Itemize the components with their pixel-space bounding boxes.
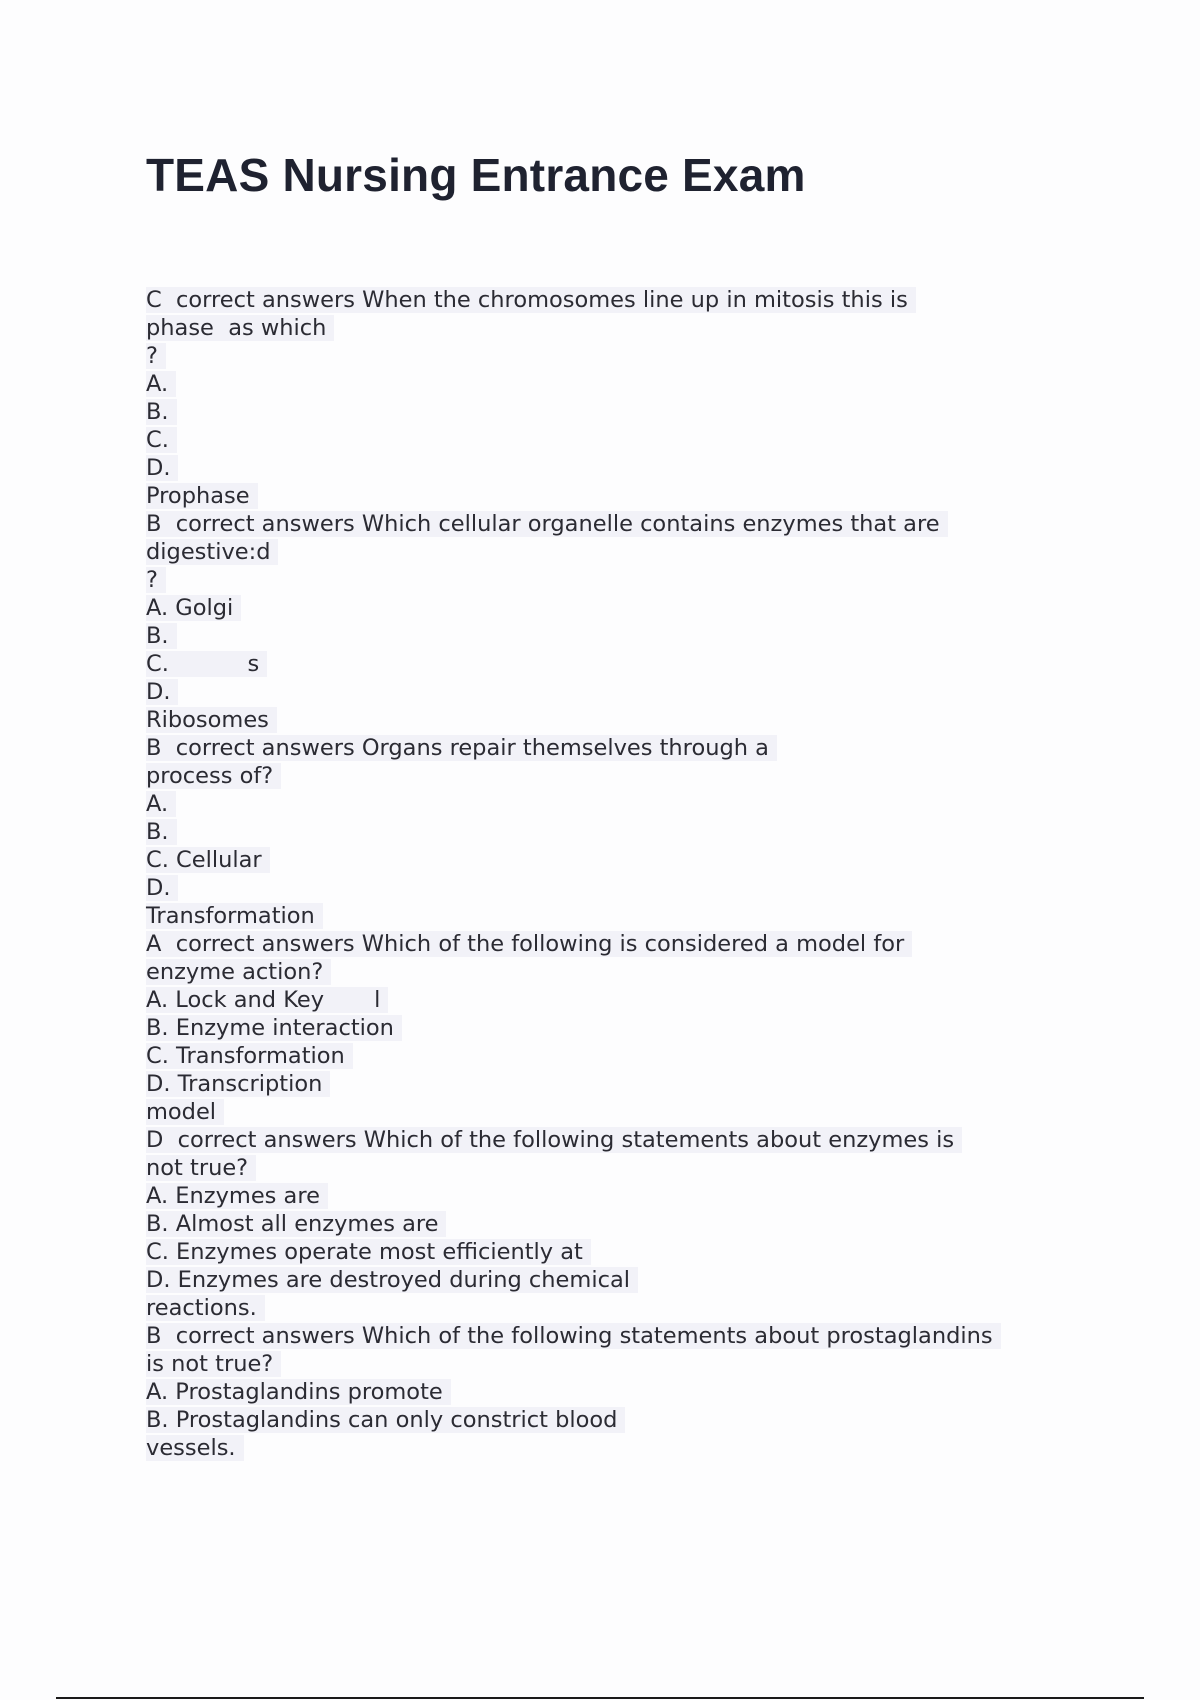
text-line: B.: [146, 398, 1086, 426]
text-line: C. Enzymes operate most efficiently at: [146, 1238, 1086, 1266]
text-line: phase as which: [146, 314, 1086, 342]
text-line: A. Prostaglandins promote: [146, 1378, 1086, 1406]
text-line: vessels.: [146, 1434, 1086, 1462]
text-line: B. Enzyme interaction: [146, 1014, 1086, 1042]
text-line: D. Transcription: [146, 1070, 1086, 1098]
text-line: B. Almost all enzymes are: [146, 1210, 1086, 1238]
text-line: D correct answers Which of the following statements about enzymes is: [146, 1126, 1086, 1154]
text-line: ?: [146, 342, 1086, 370]
text-line: C.: [146, 426, 1086, 454]
text-line: process of?: [146, 762, 1086, 790]
page-title: TEAS Nursing Entrance Exam: [146, 149, 806, 201]
text-line: not true?: [146, 1154, 1086, 1182]
text-line: B.: [146, 622, 1086, 650]
text-line: is not true?: [146, 1350, 1086, 1378]
text-line: digestive:d: [146, 538, 1086, 566]
text-line: model: [146, 1098, 1086, 1126]
text-line: C correct answers When the chromosomes line up in mitosis this is: [146, 286, 1086, 314]
text-line: D.: [146, 678, 1086, 706]
question-list: [146, 286, 1086, 1462]
text-line: A correct answers Which of the following is considered a model for: [146, 930, 1086, 958]
text-line: B.: [146, 818, 1086, 846]
text-line: C. s: [146, 650, 1086, 678]
text-line: D.: [146, 454, 1086, 482]
text-line: A.: [146, 790, 1086, 818]
text-line: D.: [146, 874, 1086, 902]
text-line: A. Golgi: [146, 594, 1086, 622]
text-line: B. Prostaglandins can only constrict blood: [146, 1406, 1086, 1434]
text-line: Prophase: [146, 482, 1086, 510]
text-line: C. Cellular: [146, 846, 1086, 874]
text-line: Ribosomes: [146, 706, 1086, 734]
text-line: A. Lock and Key l: [146, 986, 1086, 1014]
text-line: ?: [146, 566, 1086, 594]
text-line: A.: [146, 370, 1086, 398]
page-bottom-rule: [56, 1697, 1144, 1699]
text-line: enzyme action?: [146, 958, 1086, 986]
text-line: D. Enzymes are destroyed during chemical: [146, 1266, 1086, 1294]
text-line: B correct answers Which cellular organelle contains enzymes that are: [146, 510, 1086, 538]
text-line: B correct answers Organs repair themselves through a: [146, 734, 1086, 762]
text-line: C. Transformation: [146, 1042, 1086, 1070]
text-line: reactions.: [146, 1294, 1086, 1322]
text-line: Transformation: [146, 902, 1086, 930]
text-line: A. Enzymes are: [146, 1182, 1086, 1210]
text-line: B correct answers Which of the following statements about prostaglandins: [146, 1322, 1086, 1350]
